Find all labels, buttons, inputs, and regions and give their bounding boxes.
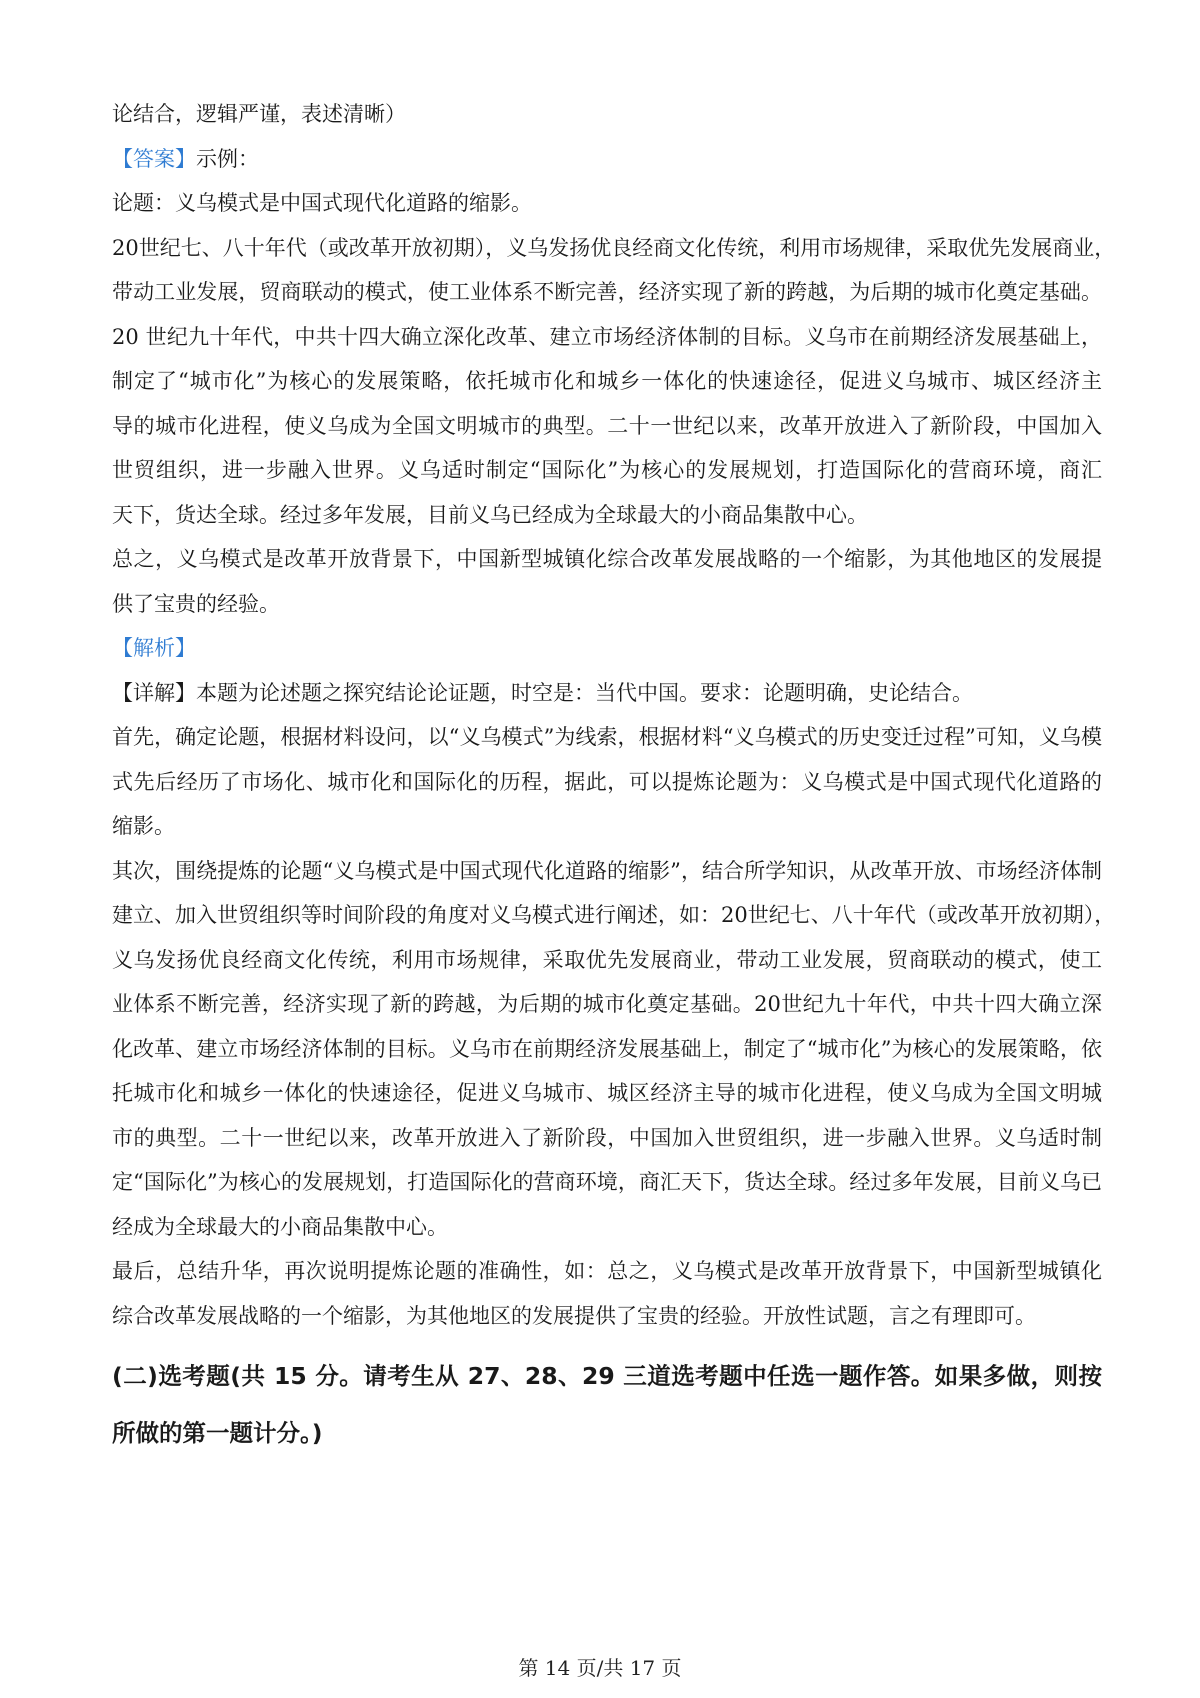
analysis-line: 最后，总结升华，再次说明提炼论题的准确性，如：总之，义乌模式是改革开放背景下，中国新型城镇化	[112, 1259, 1102, 1283]
analysis-line: 综合改革发展战略的一个缩影，为其他地区的发展提供了宝贵的经验。开放性试题，言之有理即可。	[112, 1303, 1036, 1328]
analysis-line: 业体系不断完善，经济实现了新的跨越，为后期的城市化奠定基础。20世纪九十年代，中共十四大确立深	[112, 992, 1102, 1016]
analysis-line: 市的典型。二十一世纪以来，改革开放进入了新阶段，中国加入世贸组织，进一步融入世界。义乌适时制	[112, 1125, 1102, 1150]
analysis-line: 式先后经历了市场化、城市化和国际化的历程，据此，可以提炼论题为：义乌模式是中国式现代化道路的	[112, 769, 1102, 794]
analysis-line: 经成为全球最大的小商品集散中心。	[112, 1214, 448, 1239]
analysis-line: 托城市化和城乡一体化的快速途径，促进义乌城市、城区经济主导的城市化进程，使义乌成为全国文明城	[112, 1081, 1102, 1105]
answer-line: 带动工业发展，贸商联动的模式，使工业体系不断完善，经济实现了新的跨越，为后期的城市化奠定基础。	[112, 280, 1102, 304]
answer-line: 制定了“城市化”为核心的发展策略，依托城市化和城乡一体化的快速途径，促进义乌城市、城区经济主	[112, 369, 1102, 393]
page-footer: 第 14 页/共 17 页	[518, 1656, 682, 1680]
analysis-line: 建立、加入世贸组织等时间阶段的角度对义乌模式进行阐述，如：20世纪七、八十年代（或改革开放初期），	[112, 903, 1116, 927]
answer-heading	[112, 137, 1102, 182]
answer-line: 导的城市化进程，使义乌成为全国文明城市的典型。二十一世纪以来，改革开放进入了新阶段，中国加入	[112, 413, 1102, 438]
text-line: 论结合，逻辑严谨，表述清晰）	[112, 102, 406, 126]
answer-line: 总之，义乌模式是改革开放背景下，中国新型城镇化综合改革发展战略的一个缩影，为其他地区的发展提	[112, 547, 1102, 571]
analysis-line: 义乌发扬优良经商文化传统，利用市场规律，采取优先发展商业，带动工业发展，贸商联动的模式，使工	[112, 947, 1102, 972]
analysis-line: 定“国际化”为核心的发展规划，打造国际化的营商环境，商汇天下，货达全球。经过多年发展，目前义乌已	[112, 1170, 1102, 1194]
analysis-line: 缩影。	[112, 814, 175, 838]
answer-line: 世贸组织，进一步融入世界。义乌适时制定“国际化”为核心的发展规划，打造国际化的营商环境，商汇	[112, 458, 1102, 482]
section-heading-line: 所做的第一题计分。)	[112, 1419, 323, 1447]
page-content	[112, 92, 1116, 1462]
analysis-line: 【详解】本题为论述题之探究结论论证题，时空是：当代中国。要求：论题明确，史论结合。	[112, 680, 973, 705]
answer-tag: 【答案】	[112, 146, 196, 171]
analysis-line: 其次，围绕提炼的论题“义乌模式是中国式现代化道路的缩影”，结合所学知识，从改革开放、市场经济体制	[112, 858, 1102, 883]
section-heading-line: (二)选考题(共 15 分。请考生从 27、28、29 三道选考题中任选一题作答。如果多做，则按	[112, 1362, 1102, 1390]
analysis-line: 化改革、建立市场经济体制的目标。义乌市在前期经济发展基础上，制定了“城市化”为核心的发展策略，依	[112, 1036, 1102, 1061]
answer-line: 20 世纪九十年代，中共十四大确立深化改革、建立市场经济体制的目标。义乌市在前期经济发展基础上，	[112, 324, 1102, 349]
answer-line: 20世纪七、八十年代（或改革开放初期），义乌发扬优良经商文化传统，利用市场规律，采取优先发展商业，	[112, 235, 1116, 260]
answer-line: 供了宝贵的经验。	[112, 591, 280, 616]
answer-line: 论题：义乌模式是中国式现代化道路的缩影。	[112, 191, 532, 215]
answer-intro: 示例：	[196, 146, 259, 171]
analysis-tag: 【解析】	[112, 636, 196, 660]
analysis-line: 首先，确定论题，根据材料设问，以“义乌模式”为线索，根据材料“义乌模式的历史变迁过程”可知，义乌模	[112, 725, 1102, 749]
answer-line: 天下，货达全球。经过多年发展，目前义乌已经成为全球最大的小商品集散中心。	[112, 502, 868, 527]
